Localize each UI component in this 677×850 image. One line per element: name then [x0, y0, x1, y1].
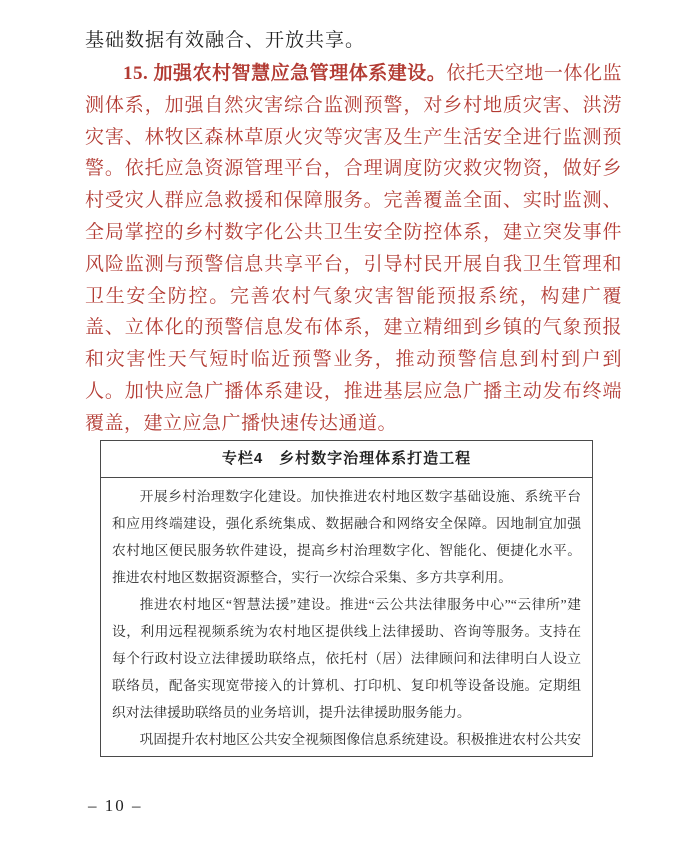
column-4-paragraph-2: 推进农村地区“智慧法援”建设。推进“云公共法律服务中心”“云律所”建设，利用远程视频系统为农村地区提供线上法律援助、咨询等服务。支持在每个行政村设立法律援助联络点，依托村（居）法律顾问和法律明白人设立联络员，配备实现宽带接入的计算机、打印机、复印机等设备设施。定期组织对法律援助联络员的业务培训，提升法律援助服务能力。 — [112, 597, 581, 720]
column-4-content — [101, 478, 592, 756]
section-15-paragraph — [85, 58, 622, 440]
section-15-body: 依托天空地一体化监测体系，加强自然灾害综合监测预警，对乡村地质灾害、洪涝灾害、林牧区森林草原火灾等灾害及生产生活安全进行监测预警。依托应急资源管理平台，合理调度防灾救灾物资，做好乡村受灾人群应急救援和保障服务。完善覆盖全面、实时监测、全局掌控的乡村数字化公共卫生安全防控体系，建立突发事件风险监测与预警信息共享平台，引导村民开展自我卫生管理和卫生安全防控。完善农村气象灾害智能预报系统，构建广覆盖、立体化的预警信息发布体系，建立精细到乡镇的气象预报和灾害性天气短时临近预警业务，推动预警信息到村到户到人。加快应急广播体系建设，推进基层应急广播主动发布终端覆盖，建立应急广播快速传达通道。 — [85, 63, 622, 434]
column-4-paragraph-3-truncated: 巩固提升农村地区公共安全视频图像信息系统建设。积极推进农村公共安 — [139, 732, 581, 747]
section-15-heading: 15. 加强农村智慧应急管理体系建设。 — [123, 63, 447, 84]
column-4-box — [100, 440, 593, 757]
column-4-paragraph-1: 开展乡村治理数字化建设。加快推进农村地区数字基础设施、系统平台和应用终端建设，强化系统集成、数据融合和网络安全保障。因地制宜加强农村地区便民服务软件建设，提高乡村治理数字化、智能化、便捷化水平。推进农村地区数据资源整合，实行一次综合采集、多方共享利用。 — [112, 489, 581, 585]
page-number: – 10 – — [88, 796, 143, 815]
paragraph-continuation: 基础数据有效融合、开放共享。 — [85, 30, 366, 51]
column-4-title: 专栏4 乡村数字治理体系打造工程 — [101, 441, 592, 478]
